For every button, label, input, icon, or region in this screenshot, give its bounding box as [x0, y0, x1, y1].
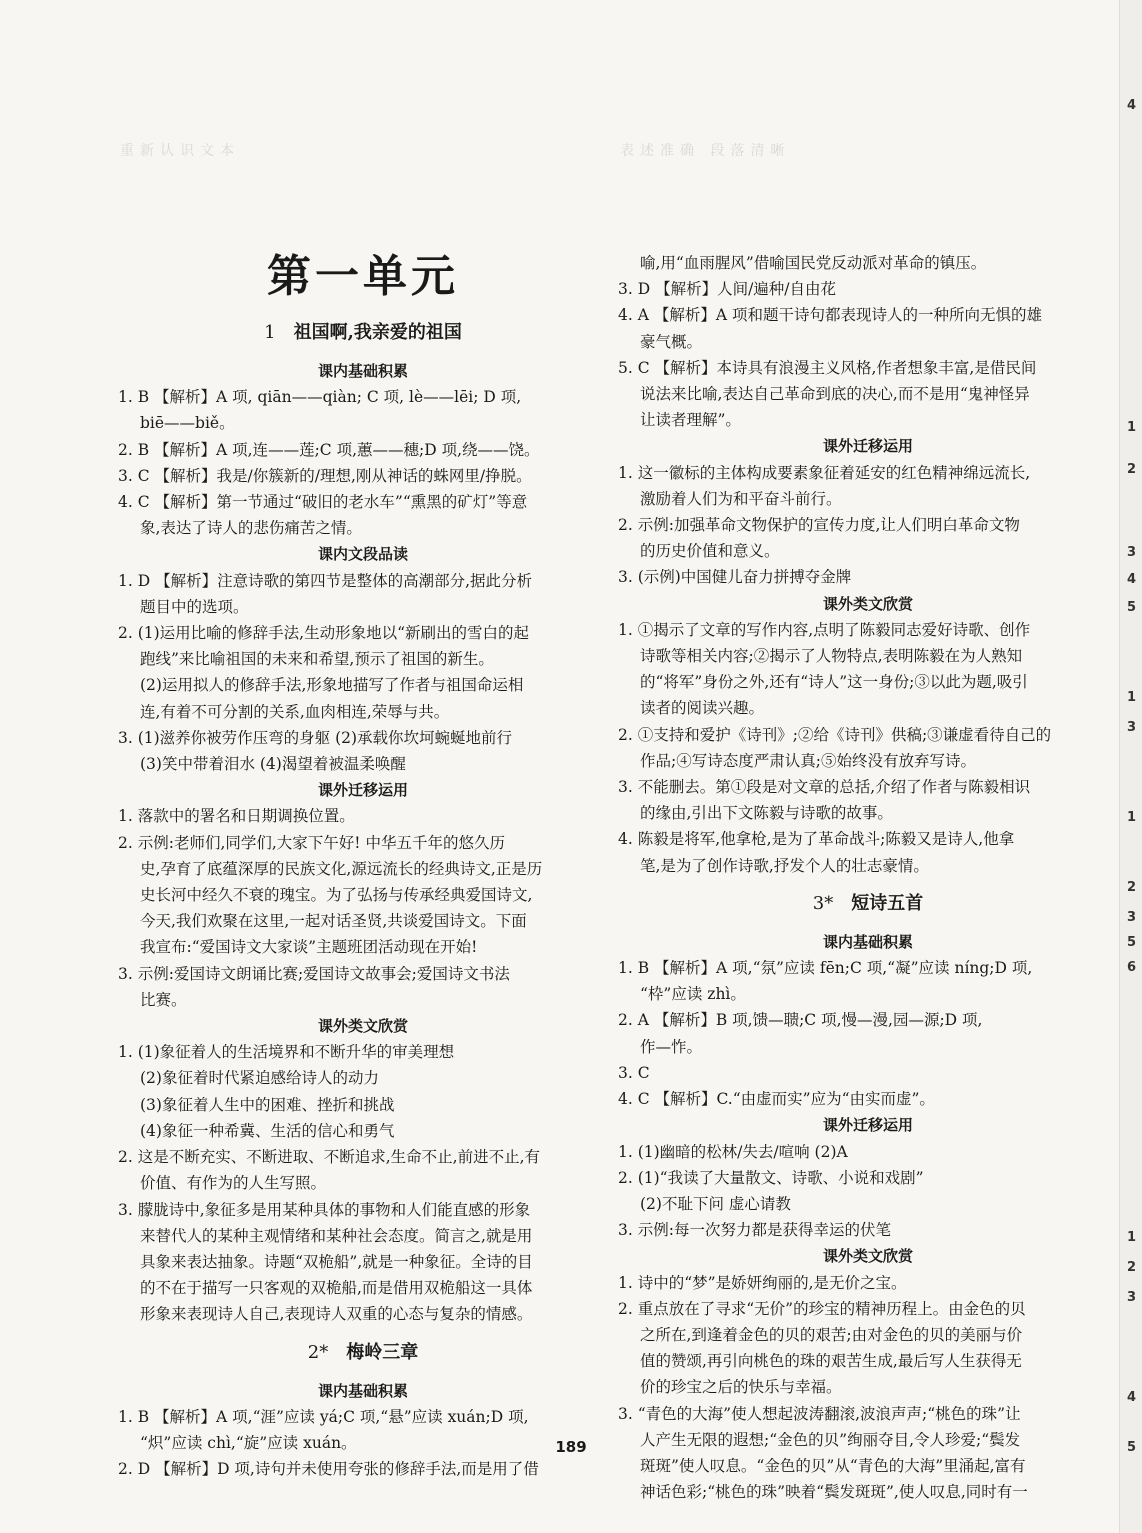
answer-line: 喻,用“血雨腥风”借喻国民党反动派对革命的镇压。 [640, 254, 987, 272]
answer-line: 作—怍。 [640, 1037, 703, 1056]
edge-mark: 2 [1126, 1260, 1136, 1275]
edge-mark: 1 [1126, 420, 1136, 435]
answer-line: 史长河中经久不衰的瑰宝。为了弘扬与传承经典爱国诗文, [140, 886, 533, 905]
answer-item: 4. A 【解析】A 项和题干诗句都表现诗人的一种所向无惧的雄 [618, 306, 1042, 325]
section-heading: 课内基础积累 [822, 932, 913, 951]
answer-item: 4. C 【解析】第一节通过“破旧的老水车”“熏黑的矿灯”等意 [118, 493, 528, 512]
answer-item: 1. (1)象征着人的生活境界和不断升华的审美理想 [118, 1043, 455, 1062]
answer-item: 2. B 【解析】A 项,连——莲;C 项,蕙——穗;D 项,绕——饶。 [118, 440, 540, 459]
answer-line: 作品;④写诗态度严肃认真;⑤始终没有放弃写诗。 [640, 751, 976, 770]
answer-line: biē——biě。 [140, 414, 235, 433]
answer-item: 3. C [618, 1063, 650, 1082]
answer-item: 3. (示例)中国健儿奋力拼搏夺金牌 [618, 568, 852, 587]
answer-item: 1. D 【解析】注意诗歌的第四节是整体的高潮部分,据此分析 [118, 571, 532, 590]
edge-mark: 5 [1126, 600, 1136, 615]
answer-line: 诗歌等相关内容;②揭示了人物特点,表明陈毅在为人熟知 [640, 647, 1023, 666]
answer-line: (2)不耻下问 虚心请教 [640, 1194, 791, 1213]
answer-item: 3. 朦胧诗中,象征多是用某种具体的事物和人们能直感的形象 [118, 1200, 531, 1219]
edge-mark: 4 [1126, 98, 1136, 113]
lesson-title: 梅岭三章 [346, 1341, 419, 1363]
answer-line: 具象来表达抽象。诗题“双桅船”,就是一种象征。全诗的目 [140, 1252, 533, 1271]
answer-line: “枠”应读 zhì。 [640, 985, 746, 1004]
lesson-1-heading [118, 310, 608, 356]
lesson-title: 短诗五首 [851, 892, 924, 914]
answer-item: 3. D 【解析】人间/遍种/自由花 [618, 280, 837, 299]
answer-line: 让读者理解”。 [640, 411, 741, 430]
left-column [118, 250, 608, 1482]
lesson-number: 2* [307, 1341, 329, 1363]
section-heading: 课外迁移运用 [317, 781, 408, 800]
unit-title: 第一单元 [267, 251, 459, 302]
answer-item: 1. B 【解析】A 项,“氛”应读 fēn;C 项,“凝”应读 níng;D 项, [618, 959, 1033, 978]
answer-item: 2. 示例:老师们,同学们,大家下午好! 中华五千年的悠久历 [118, 833, 505, 852]
answer-line: 形象来表现诗人自己,表现诗人双重的心态与复杂的情感。 [140, 1305, 533, 1324]
answer-item: 1. 这一徽标的主体构成要素象征着延安的红色精神绵远流长, [618, 463, 1031, 482]
answer-item: 1. 落款中的署名和日期调换位置。 [118, 807, 355, 826]
answer-line: 读者的阅读兴趣。 [640, 699, 765, 718]
answer-item: 3. 示例:每一次努力都是获得幸运的伏笔 [618, 1221, 891, 1240]
answer-item: 2. A 【解析】B 项,馈—聩;C 项,慢—漫,园—源;D 项, [618, 1011, 983, 1030]
section-heading: 课外类文欣赏 [317, 1017, 408, 1036]
answer-line: 跑线”来比喻祖国的未来和希望,预示了祖国的新生。 [140, 650, 494, 669]
answer-item: 2. 重点放在了寻求“无价”的珍宝的精神历程上。由金色的贝 [618, 1299, 1026, 1318]
answer-item: 2. (1)运用比喻的修辞手法,生动形象地以“新刷出的雪白的起 [118, 624, 530, 643]
page-number: 189 [555, 1438, 587, 1456]
answer-line: 象,表达了诗人的悲伤痛苦之情。 [140, 519, 362, 538]
answer-line: 比赛。 [140, 990, 187, 1009]
answer-item: 3. 示例:爱国诗文朗诵比赛;爱国诗文故事会;爱国诗文书法 [118, 964, 510, 983]
answer-item: 5. C 【解析】本诗具有浪漫主义风格,作者想象丰富,是借民间 [618, 358, 1037, 377]
edge-mark: 3 [1126, 910, 1136, 925]
edge-mark: 4 [1126, 572, 1136, 587]
answer-line: (3)笑中带着泪水 (4)渴望着被温柔唤醒 [140, 755, 406, 774]
lesson-3-heading [618, 881, 1118, 927]
answer-item: 2. 这是不断充实、不断进取、不断追求,生命不止,前进不止,有 [118, 1148, 540, 1167]
answer-item: 4. C 【解析】C.“由虚而实”应为“由实而虚”。 [618, 1090, 935, 1109]
section-heading: 课内基础积累 [317, 1381, 408, 1400]
header-ghost-text-1: 重新认识文本 [120, 143, 240, 159]
edge-mark: 3 [1126, 720, 1136, 735]
section-heading: 课外迁移运用 [822, 1116, 913, 1135]
section-heading: 课外类文欣赏 [822, 594, 913, 613]
answer-item: 2. (1)“我读了大量散文、诗歌、小说和戏剧” [618, 1168, 924, 1187]
answer-line: 连,有着不可分割的关系,血肉相连,荣辱与共。 [140, 702, 450, 721]
answer-item: 2. 示例:加强革命文物保护的宣传力度,让人们明白革命文物 [618, 516, 1020, 535]
answer-line: 的历史价值和意义。 [640, 542, 780, 561]
answer-item: 3. “青色的大海”使人想起波涛翻滚,波浪声声;“桃色的珠”让 [618, 1404, 1021, 1423]
answer-line: 激励着人们为和平奋斗前行。 [640, 489, 842, 508]
answer-line: 神话色彩;“桃色的珠”映着“鬓发斑斑”,使人叹息,同时有一 [640, 1483, 1028, 1502]
answer-item: 1. B 【解析】A 项,“涯”应读 yá;C 项,“悬”应读 xuán;D 项, [118, 1407, 529, 1426]
answer-item: 1. (1)幽暗的松林/失去/喧响 (2)A [618, 1142, 848, 1161]
header-ghost-text-2: 表述准确 段落清晰 [620, 143, 791, 159]
answer-item: 2. ①支持和爱护《诗刊》;②给《诗刊》供稿;③谦虚看待自己的 [618, 725, 1052, 744]
answer-line: (2)运用拟人的修辞手法,形象地描写了作者与祖国命运相 [140, 676, 524, 695]
answer-item: 1. B 【解析】A 项, qiān——qiàn; C 项, lè——lēi; D 项, [118, 388, 522, 407]
answer-line: 价的珍宝之后的快乐与幸福。 [640, 1378, 842, 1397]
answer-line: 今天,我们欢聚在这里,一起对话圣贤,共谈爱国诗文。下面 [140, 912, 527, 931]
edge-mark: 1 [1126, 810, 1136, 825]
answer-line: (2)象征着时代紧迫感给诗人的动力 [140, 1069, 379, 1088]
answer-line: (4)象征一种希冀、生活的信心和勇气 [140, 1121, 395, 1140]
answer-line: 的缘由,引出下文陈毅与诗歌的故事。 [640, 804, 893, 823]
answer-item: 1. ①揭示了文章的写作内容,点明了陈毅同志爱好诗歌、创作 [618, 620, 1031, 639]
section-heading: 课外类文欣赏 [822, 1247, 913, 1266]
edge-mark: 3 [1126, 545, 1136, 560]
answer-line: 史,孕育了底蕴深厚的民族文化,源远流长的经典诗文,正是历 [140, 859, 543, 878]
edge-mark: 2 [1126, 880, 1136, 895]
answer-line: 我宣布:“爱国诗文大家谈”主题班团活动现在开始! [140, 938, 478, 957]
answer-item: 4. 陈毅是将军,他拿枪,是为了革命战斗;陈毅又是诗人,他拿 [618, 830, 1015, 849]
answer-item: 3. 不能删去。第①段是对文章的总括,介绍了作者与陈毅相识 [618, 778, 1031, 797]
answer-line: 斑斑”使人叹息。“金色的贝”从“青色的大海”里涌起,富有 [640, 1456, 1026, 1475]
lesson-title: 祖国啊,我亲爱的祖国 [293, 322, 462, 343]
edge-mark: 5 [1126, 1440, 1136, 1455]
answer-line: 来替代人的某种主观情绪和某种社会态度。简言之,就是用 [140, 1226, 533, 1245]
answer-line: 价值、有作为的人生写照。 [140, 1174, 327, 1193]
answer-line: 之所在,到逢着金色的贝的艰苦;由对金色的贝的美丽与价 [640, 1325, 1023, 1344]
answer-line: 笔,是为了创作诗歌,抒发个人的壮志豪情。 [640, 856, 929, 875]
section-heading: 课外迁移运用 [822, 437, 913, 456]
answer-line: 的不在于描写一只客观的双桅船,而是借用双桅船这一具体 [140, 1279, 533, 1298]
section-heading: 课内文段品读 [317, 545, 408, 564]
edge-mark: 1 [1126, 1230, 1136, 1245]
answer-item: 2. D 【解析】D 项,诗句并未使用夸张的修辞手法,而是用了借 [118, 1460, 539, 1479]
lesson-2-heading [118, 1330, 608, 1376]
answer-line: “炽”应读 chì,“旋”应读 xuán。 [140, 1433, 357, 1452]
section-heading: 课内基础积累 [317, 362, 408, 380]
edge-mark: 6 [1126, 960, 1136, 975]
edge-mark: 3 [1126, 1290, 1136, 1305]
edge-mark: 4 [1126, 1390, 1136, 1405]
answer-line: 豪气概。 [640, 332, 703, 351]
answer-item: 3. (1)滋养你被劳作压弯的身躯 (2)承载你坎坷蜿蜒地前行 [118, 728, 513, 747]
lesson-number: 3* [812, 892, 834, 914]
edge-mark: 1 [1126, 690, 1136, 705]
answer-line: 说法来比喻,表达自己革命到底的决心,而不是用“鬼神怪异 [640, 385, 1030, 404]
edge-mark: 2 [1126, 462, 1136, 477]
answer-line: 值的赞颂,再引向桃色的珠的艰苦生成,最后写人生获得无 [640, 1352, 1022, 1371]
answer-line: (3)象征着人生中的困难、挫折和挑战 [140, 1095, 395, 1114]
edge-mark: 5 [1126, 935, 1136, 950]
answer-line: 人产生无限的遐想;“金色的贝”绚丽夺目,令人珍爱;“鬓发 [640, 1430, 1021, 1449]
answer-item: 3. C 【解析】我是/你簇新的/理想,刚从神话的蛛网里/挣脱。 [118, 466, 532, 485]
right-column [618, 250, 1118, 1505]
answer-item: 1. 诗中的“梦”是娇妍绚丽的,是无价之宝。 [618, 1273, 907, 1292]
lesson-number: 1 [264, 322, 276, 343]
answer-line: 题目中的选项。 [140, 597, 249, 616]
answer-line: 的“将军”身份之外,还有“诗人”这一身份;③以此为题,吸引 [640, 673, 1028, 692]
